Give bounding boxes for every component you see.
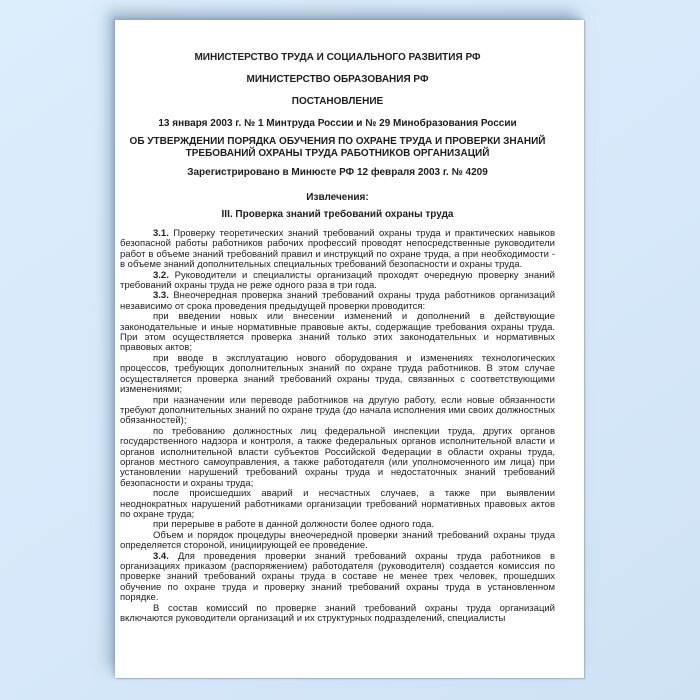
document-type-heading: ПОСТАНОВЛЕНИЕ	[291, 96, 384, 107]
document-title: ОБ УТВЕРЖДЕНИИ ПОРЯДКА ОБУЧЕНИЯ ПО ОХРАНЕ ТРУДА И ПРОВЕРКИ ЗНАНИЙ ТРЕБОВАНИЙ ОХРАНЫ ТРУДА РАБОТНИКОВ ОРГАНИЗАЦИЙ	[129, 136, 546, 159]
paragraph-text: при назначении или переводе работников на другую работу, если новые обязанности требуют дополнительных знаний по охране труда (до начала исполнения ими своих должностных обязанностей);	[120, 394, 555, 427]
paragraph-3-3	[120, 291, 555, 312]
paragraph-text: по требованию должностных лиц федеральной инспекции труда, других органов государственного надзора и контроля, а также федеральных органов исполнительной власти и органов исполнительной власти субъектов Российской Федерации в области охраны труда, органов местного самоуправления, а также работодателя (или уполномоченного им лица) при установлении нарушений требований охраны труда и недостаточных знаний требований безопасности и охраны труда;	[120, 425, 555, 489]
list-item-paragraph	[120, 312, 555, 354]
paragraph-text: Для проведения проверки знаний требований охраны труда работников в организациях приказом (распоряжением) работодателя (руководителя) создается комиссия по проверке знаний требований охраны труда в составе не менее трех человек, прошедших обучение по охране труда и проверку знаний требований охраны труда в установленном порядке.	[120, 550, 555, 604]
clause-number: 3.3.	[153, 290, 169, 302]
list-item-paragraph	[120, 354, 555, 396]
body-paragraph	[120, 531, 555, 552]
list-item-paragraph	[120, 427, 555, 489]
registration-line: Зарегистрировано в Минюсте РФ 12 февраля 2003 г. № 4209	[187, 167, 488, 178]
list-item-paragraph	[120, 396, 555, 427]
paragraph-text: Объем и порядок процедуры внеочередной проверки знаний требований охраны труда определяется стороной, инициирующей ее проведение.	[120, 529, 555, 552]
paragraph-3-1	[120, 229, 555, 271]
paragraph-text: при вводе в эксплуатацию нового оборудования и изменениях технологических процессов, требующих дополнительных знаний по охране труда работников. В этом случае осуществляется проверка знаний требований охраны труда, связанных с соответствующими изменениями;	[120, 352, 555, 396]
section-heading: III. Проверка знаний требований охраны труда	[221, 209, 454, 220]
paragraph-3-2	[120, 271, 555, 292]
paragraph-text: при перерыве в работе в данной должности более одного года.	[153, 519, 434, 531]
paragraph-text: после происшедших аварий и несчастных случаев, а также при выявлении неоднократных нарушений работниками организации требований нормативных правовых актов по охране труда;	[120, 488, 555, 520]
clause-number: 3.2.	[153, 269, 169, 281]
document-content	[120, 52, 555, 664]
paragraph-text: В состав комиссий по проверке знаний требований охраны труда организаций включаются руководители организаций и их структурных подразделений, специалисты	[120, 602, 555, 625]
paragraph-text: при введении новых или внесении изменений и дополнений в действующие законодательные и иные нормативные правовые акты, содержащие требования охраны труда. При этом осуществляется проверка знаний только этих законодательных и нормативных правовых актов;	[120, 311, 555, 354]
document-page	[115, 20, 584, 678]
list-item-paragraph	[120, 489, 555, 520]
clause-number: 3.1.	[153, 228, 169, 239]
date-and-number-line: 13 января 2003 г. № 1 Минтруда России и № 29 Минобразования России	[158, 118, 517, 129]
paragraph-text: Внеочередная проверка знаний требований охраны труда работников организаций независимо от срока проведения предыдущей проверки проводится:	[120, 290, 555, 312]
extracts-label: Извлечения:	[306, 192, 369, 203]
body-paragraph	[120, 604, 555, 625]
document-body	[120, 229, 555, 624]
ministry-title-2: МИНИСТЕРСТВО ОБРАЗОВАНИЯ РФ	[246, 74, 429, 85]
paragraph-3-4	[120, 552, 555, 604]
paragraph-text: Проверку теоретических знаний требований охраны труда и практических навыков безопасной работы работников рабочих профессий проводят непосредственные руководители работ в объеме знаний требований правил и инструкций по охране труда, а при необходимости - в объеме знаний дополнительных специальных требований безопасности и охраны труда.	[120, 228, 555, 271]
clause-number: 3.4.	[153, 550, 169, 562]
ministry-title-1: МИНИСТЕРСТВО ТРУДА И СОЦИАЛЬНОГО РАЗВИТИЯ РФ	[194, 52, 481, 63]
paragraph-text: Руководители и специалисты организаций проходят очередную проверку знаний требований охраны труда не реже одного раза в три года.	[120, 269, 555, 292]
